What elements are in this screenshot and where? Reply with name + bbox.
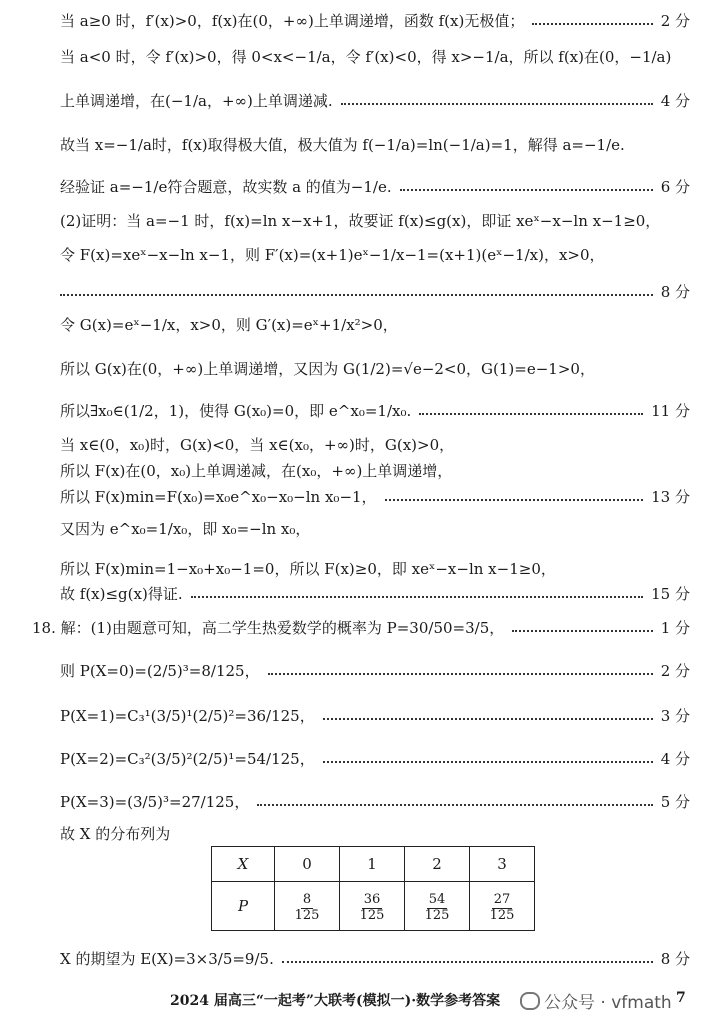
watermark-text: 公众号 · vfmath xyxy=(544,993,672,1013)
line-text: 经验证 a=−1/e符合题意，故实数 a 的值为−1/e. xyxy=(60,178,392,196)
footer-title: 2024 届高三“一起考”大联考(模拟一)·数学参考答案 xyxy=(170,993,501,1009)
table-cell xyxy=(275,882,340,931)
line-text: 当 a<0 时，令 f′(x)>0，得 0<x<−1/a，令 f′(x)<0，得 x>−1/a，所以 f(x)在(0，−1/a) xyxy=(60,48,672,66)
score-mark: 8 分 xyxy=(660,950,690,968)
solution-line xyxy=(60,793,690,812)
solution-line xyxy=(32,619,690,638)
solution-line xyxy=(60,560,690,579)
solution-line xyxy=(60,950,690,969)
denominator: 125 xyxy=(359,907,385,923)
line-text: 令 G(x)=eˣ−1/x，x>0，则 G′(x)=eˣ+1/x²>0， xyxy=(60,316,398,334)
solution-line xyxy=(60,246,690,265)
score-mark: 3 分 xyxy=(660,707,690,725)
solution-line xyxy=(60,662,690,681)
leader-dots xyxy=(191,596,644,598)
leader-dots xyxy=(323,761,653,763)
line-text: 又因为 e^x₀=1/x₀，即 x₀=−ln x₀， xyxy=(60,520,311,538)
numerator: 8 xyxy=(302,892,312,908)
score-mark: 2 分 xyxy=(660,662,690,680)
score-mark: 2 分 xyxy=(660,12,690,30)
leader-dots xyxy=(257,804,652,806)
score-mark: 15 分 xyxy=(651,585,690,603)
solution-line xyxy=(60,436,690,455)
score-mark: 8 分 xyxy=(660,283,690,301)
line-text: X 的期望为 E(X)=3×3/5=9/5. xyxy=(60,950,274,968)
page-number: 7 xyxy=(676,990,686,1006)
fraction xyxy=(360,893,385,923)
leader-dots xyxy=(60,294,653,296)
solution-line xyxy=(60,750,690,769)
solution-line xyxy=(60,92,690,111)
line-text: 故 X 的分布列为 xyxy=(60,825,171,843)
denominator: 125 xyxy=(489,907,515,923)
line-text: 当 a≥0 时，f′(x)>0，f(x)在(0，+∞)上单调递增，函数 f(x)无极值； xyxy=(60,12,525,30)
line-text: P(X=2)=C₃²(3/5)²(2/5)¹=54/125， xyxy=(60,750,315,768)
line-text: 所以 F(x)min=1−x₀+x₀−1=0，所以 F(x)≥0，即 xeˣ−x−ln x−1≥0， xyxy=(60,560,556,578)
solution-line xyxy=(60,488,690,507)
line-text: 故当 x=−1/a时，f(x)取得极大值，极大值为 f(−1/a)=ln(−1/a)=1，解得 a=−1/e. xyxy=(60,136,625,154)
solution-line xyxy=(60,178,690,197)
score-mark: 11 分 xyxy=(651,402,690,420)
leader-dots xyxy=(268,673,653,675)
leader-dots xyxy=(341,103,653,105)
line-text: 所以 F(x)min=F(x₀)=x₀e^x₀−x₀−ln x₀−1， xyxy=(60,488,377,506)
line-text: 令 F(x)=xeˣ−x−ln x−1，则 F′(x)=(x+1)eˣ−1/x−1=(x+1)(eˣ−1/x)，x>0， xyxy=(60,246,605,264)
score-mark: 4 分 xyxy=(660,92,690,110)
fraction xyxy=(295,893,320,923)
numerator: 36 xyxy=(363,892,381,908)
numerator: 54 xyxy=(428,892,446,908)
line-text: 故 f(x)≤g(x)得证. xyxy=(60,585,183,603)
line-text: 则 P(X=0)=(2/5)³=8/125， xyxy=(60,662,260,680)
solution-line xyxy=(60,825,690,844)
solution-line xyxy=(60,316,690,335)
line-text: (2)证明：当 a=−1 时，f(x)=ln x−x+1，故要证 f(x)≤g(x)，即证 xeˣ−x−ln x−1≥0， xyxy=(60,212,661,230)
line-text: 18. 解：(1)由题意可知，高二学生热爱数学的概率为 P=30/50=3/5， xyxy=(32,619,505,637)
line-text: 所以 F(x)在(0，x₀)上单调递减，在(x₀，+∞)上单调递增， xyxy=(60,462,453,480)
table-cell xyxy=(405,882,470,931)
denominator: 125 xyxy=(294,907,320,923)
leader-dots xyxy=(282,961,653,963)
line-text: P(X=3)=(3/5)³=27/125， xyxy=(60,793,250,811)
line-text: 上单调递增，在(−1/a，+∞)上单调递减. xyxy=(60,92,333,110)
table-header-cell: 2 xyxy=(405,847,470,882)
line-text: 所以 G(x)在(0，+∞)上单调递增，又因为 G(1/2)=√e−2<0，G(1)=e−1>0， xyxy=(60,360,595,378)
solution-line xyxy=(60,283,690,302)
score-mark: 6 分 xyxy=(660,178,690,196)
fraction xyxy=(490,893,515,923)
watermark xyxy=(520,988,672,1013)
score-mark: 1 分 xyxy=(660,619,690,637)
score-mark: 4 分 xyxy=(660,750,690,768)
leader-dots xyxy=(512,630,652,632)
table-cell xyxy=(340,882,405,931)
denominator: 125 xyxy=(424,907,450,923)
numerator: 27 xyxy=(493,892,511,908)
leader-dots xyxy=(400,189,653,191)
leader-dots xyxy=(419,413,643,415)
solution-line xyxy=(60,402,690,421)
leader-dots xyxy=(532,23,652,25)
solution-line xyxy=(60,48,690,67)
leader-dots xyxy=(323,718,653,720)
solution-line xyxy=(60,585,690,604)
solution-line xyxy=(60,212,690,231)
fraction xyxy=(425,893,450,923)
table-header-cell: 3 xyxy=(470,847,535,882)
solution-line xyxy=(60,462,690,481)
table-header-cell: X xyxy=(212,847,275,882)
line-text: P(X=1)=C₃¹(3/5)¹(2/5)²=36/125， xyxy=(60,707,315,725)
leader-dots xyxy=(385,499,644,501)
solution-line xyxy=(60,520,690,539)
row-label: P xyxy=(212,882,275,931)
solution-line xyxy=(60,12,690,31)
line-text: 当 x∈(0，x₀)时，G(x)<0，当 x∈(x₀，+∞)时，G(x)>0， xyxy=(60,436,455,454)
table-header-cell: 1 xyxy=(340,847,405,882)
solution-line xyxy=(60,707,690,726)
solution-line xyxy=(60,360,690,379)
wechat-icon xyxy=(520,992,540,1010)
line-text: 所以∃x₀∈(1/2，1)，使得 G(x₀)=0，即 e^x₀=1/x₀. xyxy=(60,402,412,420)
table-row xyxy=(212,882,535,931)
score-mark: 5 分 xyxy=(660,793,690,811)
distribution-table xyxy=(211,846,535,931)
score-mark: 13 分 xyxy=(651,488,690,506)
solution-line xyxy=(60,136,690,155)
table-header-cell: 0 xyxy=(275,847,340,882)
table-cell xyxy=(470,882,535,931)
table-header-row xyxy=(212,847,535,882)
